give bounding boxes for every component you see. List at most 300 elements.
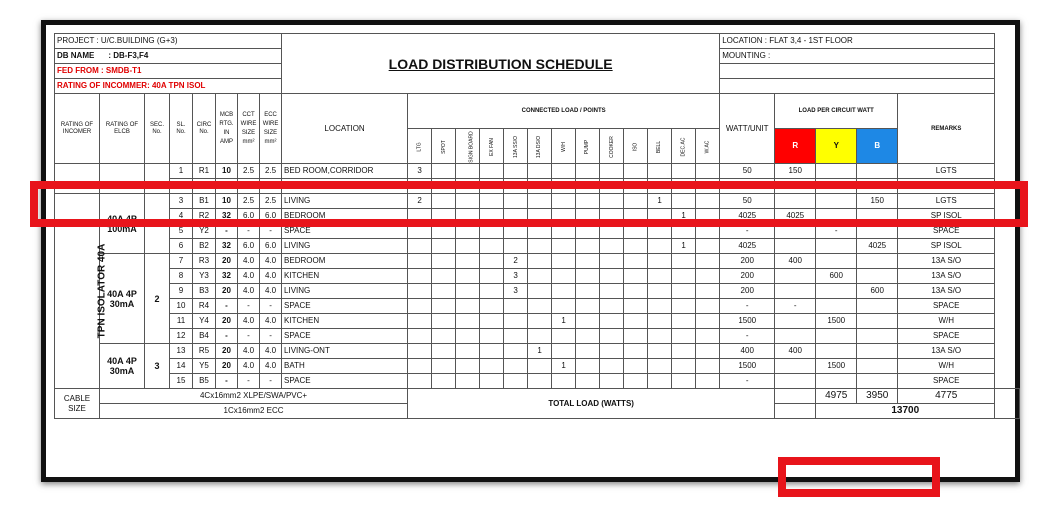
point-count <box>672 329 696 344</box>
cct-wire-size: 4.0 <box>238 314 260 329</box>
load-b <box>857 329 898 344</box>
point-count <box>456 164 480 179</box>
cct-wire-size: 2.5 <box>238 164 260 179</box>
table-row <box>55 224 1020 239</box>
table-row <box>55 269 1020 284</box>
circuit-no: R2 <box>193 209 216 224</box>
point-count <box>696 179 720 194</box>
point-count <box>432 239 456 254</box>
point-count <box>576 314 600 329</box>
load-y <box>816 329 857 344</box>
section-1: 1 <box>145 194 170 254</box>
point-count <box>624 299 648 314</box>
load-b <box>857 164 898 179</box>
point-count <box>576 239 600 254</box>
load-schedule-sheet <box>41 20 1020 482</box>
point-count <box>528 209 552 224</box>
ecc-wire-size: 4.0 <box>260 254 282 269</box>
phase-r-header: R <box>775 129 816 164</box>
watt-unit: - <box>720 374 775 389</box>
point-header-text: SPOT <box>440 139 447 154</box>
col-location: LOCATION <box>282 94 408 164</box>
point-count: 2 <box>504 254 528 269</box>
point-count <box>624 359 648 374</box>
point-header-text: EX FAN <box>488 137 495 156</box>
col-watt-unit: WATT/UNIT <box>720 94 775 164</box>
ecc-wire-size: 4.0 <box>260 314 282 329</box>
watt-unit: - <box>720 299 775 314</box>
col-mcb <box>216 94 238 164</box>
watt-unit: 200 <box>720 269 775 284</box>
point-count <box>552 269 576 284</box>
point-count <box>696 374 720 389</box>
load-r: 150 <box>775 164 816 179</box>
isolator-label <box>55 194 108 389</box>
remarks-cell: LGTS EX FAN <box>898 179 995 194</box>
isolator-text: TPN ISOLATOR 40A <box>96 243 108 339</box>
remarks-cell: SPACE <box>898 299 995 314</box>
point-count <box>528 284 552 299</box>
load-y: - <box>816 224 857 239</box>
mcb-rating: 20 <box>216 284 238 299</box>
load-b <box>857 359 898 374</box>
point-count <box>648 224 672 239</box>
point-count <box>480 269 504 284</box>
circuit-no: R3 <box>193 254 216 269</box>
load-b <box>857 254 898 269</box>
point-count <box>624 329 648 344</box>
point-count <box>456 359 480 374</box>
footer-row-1 <box>55 389 1020 404</box>
load-distribution-table <box>54 33 1020 419</box>
total-y: 3950 <box>857 389 898 404</box>
point-header-text: 13A SS/O <box>512 135 519 158</box>
mcb-rating: - <box>216 329 238 344</box>
point-count <box>408 344 432 359</box>
table-row <box>55 284 1020 299</box>
blank-cell <box>720 64 995 79</box>
point-count <box>696 314 720 329</box>
point-count <box>648 269 672 284</box>
ecc-wire-size: 6.0 <box>260 209 282 224</box>
point-count <box>528 179 552 194</box>
location-cell: SPACE <box>282 299 408 314</box>
point-count <box>504 179 528 194</box>
mcb-rating: 20 <box>216 344 238 359</box>
remarks-cell: W/H <box>898 359 995 374</box>
point-count <box>600 224 624 239</box>
elcb-rating-2: 40A 4P 30mA <box>100 254 145 344</box>
circuit-no: R4 <box>193 299 216 314</box>
point-count <box>672 194 696 209</box>
load-r <box>775 359 816 374</box>
watt-unit: 1500 <box>720 314 775 329</box>
location-cell: BED ROOM,CORRIDOR <box>282 164 408 179</box>
point-count <box>672 284 696 299</box>
point-count <box>504 299 528 314</box>
point-count: 1 <box>528 344 552 359</box>
point-count <box>624 164 648 179</box>
ecc-wire-size: 2.5 <box>260 194 282 209</box>
col-mcb-line: MCB <box>219 111 234 118</box>
col-ecc-line: WIRE <box>262 120 279 127</box>
point-count <box>528 239 552 254</box>
remarks-cell: 13A S/O <box>898 284 995 299</box>
sl-no: 13 <box>170 344 193 359</box>
sl-no: 11 <box>170 314 193 329</box>
cct-wire-size: - <box>238 224 260 239</box>
point-count <box>648 329 672 344</box>
point-count <box>408 359 432 374</box>
cct-wire-size: 4.0 <box>238 359 260 374</box>
location-cell: BATH <box>282 359 408 374</box>
phase-b-header: B <box>857 129 898 164</box>
point-count <box>528 374 552 389</box>
point-count <box>672 344 696 359</box>
mcb-rating: 10 <box>216 179 238 194</box>
header-row-1 <box>55 34 1020 49</box>
point-count <box>432 164 456 179</box>
point-count <box>552 194 576 209</box>
col-ecc-line: mm² <box>264 138 277 145</box>
cable-spec-1: 4Cx16mm2 XLPE/SWA/PVC+ <box>100 389 408 404</box>
point-count <box>576 179 600 194</box>
point-count <box>456 209 480 224</box>
load-b <box>857 179 898 194</box>
point-count: 1 <box>648 194 672 209</box>
load-r <box>775 179 816 194</box>
point-count <box>480 344 504 359</box>
blank-cell <box>720 79 995 94</box>
point-count <box>408 299 432 314</box>
point-count <box>504 209 528 224</box>
ecc-wire-size: - <box>260 299 282 314</box>
mcb-rating: 10 <box>216 194 238 209</box>
point-count <box>528 314 552 329</box>
cct-wire-size: 2.5 <box>238 194 260 209</box>
load-r: - <box>775 299 816 314</box>
point-count <box>552 329 576 344</box>
table-row <box>55 359 1020 374</box>
point-count <box>672 314 696 329</box>
location-cell: BEDROOM <box>282 209 408 224</box>
point-count <box>456 239 480 254</box>
point-count <box>648 344 672 359</box>
point-count <box>600 209 624 224</box>
col-point-4 <box>504 129 528 164</box>
point-count <box>624 269 648 284</box>
point-count <box>648 374 672 389</box>
point-count <box>504 344 528 359</box>
circuit-no: B2 <box>193 239 216 254</box>
point-count <box>576 194 600 209</box>
point-count <box>480 239 504 254</box>
total-r: 4975 <box>816 389 857 404</box>
location-cell: SPACE <box>282 329 408 344</box>
cct-wire-size: 6.0 <box>238 239 260 254</box>
remarks-cell: LGTS <box>898 194 995 209</box>
db-name <box>55 49 282 64</box>
load-y <box>816 299 857 314</box>
col-sl: SL. No. <box>170 94 193 164</box>
cable-spec-2: 1Cx16mm2 ECC <box>100 404 408 419</box>
point-count <box>672 254 696 269</box>
point-count <box>576 374 600 389</box>
load-b <box>857 299 898 314</box>
cct-wire-size: 4.0 <box>238 284 260 299</box>
load-y <box>816 239 857 254</box>
remarks-cell: SPACE <box>898 224 995 239</box>
point-count <box>600 164 624 179</box>
watt-unit: 50 <box>720 194 775 209</box>
point-count <box>672 179 696 194</box>
point-count <box>432 224 456 239</box>
load-y <box>816 254 857 269</box>
point-count <box>408 224 432 239</box>
point-header-text: 13A DS/O <box>536 135 543 158</box>
ecc-wire-size: 4.0 <box>260 344 282 359</box>
point-count <box>504 359 528 374</box>
col-sec: SEC. No. <box>145 94 170 164</box>
location-cell: BEDROOM <box>282 254 408 269</box>
table-row <box>55 164 1020 179</box>
point-count <box>456 314 480 329</box>
load-y <box>816 209 857 224</box>
point-header-text: ISO <box>632 142 639 151</box>
remarks-cell: 13A S/O <box>898 269 995 284</box>
col-ecc-line: SIZE <box>263 129 278 136</box>
point-count <box>624 194 648 209</box>
point-count <box>480 164 504 179</box>
sl-no: 4 <box>170 209 193 224</box>
sl-no: 6 <box>170 239 193 254</box>
col-point-9 <box>624 129 648 164</box>
point-count <box>696 239 720 254</box>
point-count <box>600 299 624 314</box>
point-count: 2 <box>408 194 432 209</box>
point-count <box>432 284 456 299</box>
point-count <box>672 299 696 314</box>
remarks-cell: 13A S/O <box>898 254 995 269</box>
point-count <box>624 239 648 254</box>
mcb-rating: 32 <box>216 269 238 284</box>
location-cell: KITCHEN,BATH <box>282 179 408 194</box>
remarks-cell: SPACE <box>898 329 995 344</box>
watt-unit: 1500 <box>720 359 775 374</box>
point-count <box>624 209 648 224</box>
point-count <box>480 329 504 344</box>
sl-no: 9 <box>170 284 193 299</box>
remarks-cell: SP ISOL <box>898 239 995 254</box>
point-count <box>552 224 576 239</box>
fed-from-label: FED FROM : SMDB-T1 <box>55 64 282 79</box>
point-count <box>456 179 480 194</box>
ecc-wire-size: - <box>260 224 282 239</box>
point-count <box>600 284 624 299</box>
point-count: 1 <box>552 359 576 374</box>
point-count <box>432 344 456 359</box>
cct-wire-size: - <box>238 329 260 344</box>
point-count <box>600 374 624 389</box>
sl-no: 10 <box>170 299 193 314</box>
load-r <box>775 374 816 389</box>
point-count <box>600 239 624 254</box>
watt-unit: 400 <box>720 344 775 359</box>
point-count <box>600 314 624 329</box>
col-remarks: REMARKS <box>898 94 995 164</box>
remarks-cell: LGTS <box>898 164 995 179</box>
circuit-no: B4 <box>193 329 216 344</box>
elcb-rating-1: 40A 4P 100mA <box>100 194 145 254</box>
point-count <box>432 299 456 314</box>
ecc-wire-size: - <box>260 329 282 344</box>
point-count <box>408 254 432 269</box>
point-count <box>432 359 456 374</box>
col-cct-line: CCT <box>242 111 255 118</box>
watt-unit: 50 <box>720 164 775 179</box>
mcb-rating: 20 <box>216 359 238 374</box>
point-count <box>672 269 696 284</box>
location-cell: LIVING <box>282 239 408 254</box>
point-count <box>504 239 528 254</box>
point-count <box>408 209 432 224</box>
load-y: 600 <box>816 269 857 284</box>
point-count <box>552 209 576 224</box>
circuit-no: B3 <box>193 284 216 299</box>
blank-cell <box>775 404 816 419</box>
phase-y-header: Y <box>816 129 857 164</box>
load-y: 1500 <box>816 314 857 329</box>
cct-wire-size: 4.0 <box>238 344 260 359</box>
point-count <box>648 314 672 329</box>
table-row <box>55 344 1020 359</box>
point-count <box>528 329 552 344</box>
col-cct-line: SIZE <box>241 129 256 136</box>
blank-cell <box>145 164 170 194</box>
point-count <box>528 359 552 374</box>
ecc-wire-size: 6.0 <box>260 239 282 254</box>
point-count <box>576 284 600 299</box>
col-ecc <box>260 94 282 164</box>
load-b: 4025 <box>857 239 898 254</box>
sl-no: 3 <box>170 194 193 209</box>
point-count <box>432 194 456 209</box>
point-count <box>696 269 720 284</box>
mcb-rating: 20 <box>216 314 238 329</box>
remarks-cell: 13A S/O <box>898 344 995 359</box>
watt-unit: 4025 <box>720 239 775 254</box>
point-count: 3 <box>504 269 528 284</box>
section-3: 3 <box>145 344 170 389</box>
point-count: 2 <box>480 179 504 194</box>
point-count <box>480 254 504 269</box>
point-count <box>408 314 432 329</box>
point-count <box>480 209 504 224</box>
watt-unit: 50,100 <box>720 179 775 194</box>
point-count <box>480 359 504 374</box>
point-header-text: SIGN BOARD <box>468 130 475 163</box>
circuit-no: B5 <box>193 374 216 389</box>
point-count: 1 <box>672 239 696 254</box>
point-count <box>456 344 480 359</box>
ecc-wire-size: 2.5 <box>260 164 282 179</box>
sl-no: 15 <box>170 374 193 389</box>
ecc-wire-size: - <box>260 374 282 389</box>
point-count <box>528 164 552 179</box>
col-ecc-line: ECC <box>264 111 277 118</box>
col-mcb-line: IN <box>223 129 230 136</box>
point-count <box>576 329 600 344</box>
col-point-0 <box>408 129 432 164</box>
column-header-row-1 <box>55 94 1020 129</box>
elcb-rating-3: 40A 4P 30mA <box>100 344 145 389</box>
point-count <box>456 329 480 344</box>
mcb-rating: - <box>216 224 238 239</box>
col-point-7 <box>576 129 600 164</box>
point-count <box>408 374 432 389</box>
col-circ: CIRC No. <box>193 94 216 164</box>
point-count <box>648 179 672 194</box>
col-mcb-line: RTG. <box>219 120 234 127</box>
sl-no: 12 <box>170 329 193 344</box>
table-row <box>55 194 1020 209</box>
cct-wire-size: - <box>238 299 260 314</box>
col-cct-line: WIRE <box>240 120 257 127</box>
point-count <box>528 194 552 209</box>
point-count <box>528 269 552 284</box>
col-point-10 <box>648 129 672 164</box>
location-cell: KITCHEN <box>282 314 408 329</box>
col-cct <box>238 94 260 164</box>
point-count <box>528 254 552 269</box>
load-y: 1500 <box>816 359 857 374</box>
cct-wire-size: - <box>238 374 260 389</box>
point-count <box>576 254 600 269</box>
cable-size-label: CABLE SIZE <box>55 389 100 419</box>
col-load-per-circuit: LOAD PER CIRCUIT WATT <box>775 94 898 129</box>
col-mcb-line: AMP <box>219 138 233 145</box>
mcb-rating: 10 <box>216 164 238 179</box>
point-count <box>624 374 648 389</box>
location-cell: LIVING-ONT <box>282 344 408 359</box>
load-r <box>775 194 816 209</box>
point-count <box>648 239 672 254</box>
col-rating-elcb: RATING OF ELCB <box>100 94 145 164</box>
load-y: 350 <box>816 179 857 194</box>
point-count <box>576 359 600 374</box>
point-count <box>552 254 576 269</box>
total-load-label: TOTAL LOAD (WATTS) <box>408 389 775 419</box>
table-row <box>55 209 1020 224</box>
location-cell: KITCHEN <box>282 269 408 284</box>
location-cell: LIVING <box>282 284 408 299</box>
mcb-rating: - <box>216 374 238 389</box>
load-r: 4025 <box>775 209 816 224</box>
point-count <box>552 284 576 299</box>
remarks-cell: SP ISOL <box>898 209 995 224</box>
circuit-no: R5 <box>193 344 216 359</box>
point-count <box>600 329 624 344</box>
point-header-text: PUMP <box>584 139 591 154</box>
table-row <box>55 239 1020 254</box>
point-count <box>624 224 648 239</box>
point-count <box>480 314 504 329</box>
load-b <box>857 269 898 284</box>
point-count <box>504 194 528 209</box>
load-b: 600 <box>857 284 898 299</box>
col-connected-load: CONNECTED LOAD / POINTS <box>408 94 720 129</box>
blank-cell <box>100 164 145 194</box>
